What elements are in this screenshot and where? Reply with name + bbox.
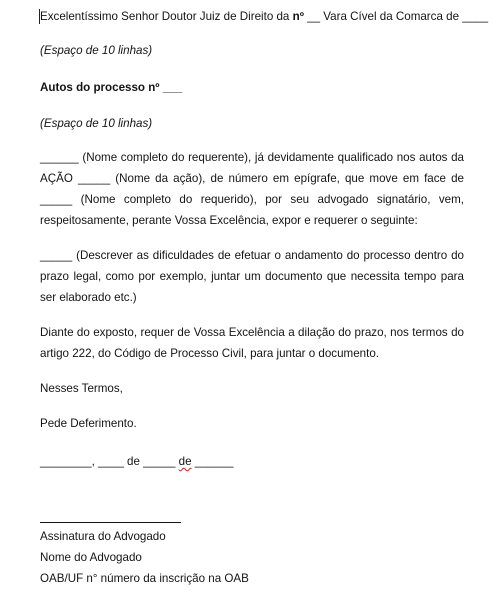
court-address-prefix: Excelentíssimo Senhor Doutor Juiz de Direito da (40, 10, 293, 23)
difficulties-paragraph[interactable]: _____ (Descrever as dificuldades de efetuar o andamento do processo dentro do prazo legal, como por exemplo, juntar um documento que necessita tempo para ser elaborado etc.) (40, 249, 464, 304)
date-line-de-spellcheck: de (178, 455, 192, 468)
spacing-note-first[interactable]: (Espaço de 10 linhas) (40, 44, 153, 57)
signature-label[interactable]: Assinatura do Advogado (40, 530, 166, 543)
court-address-number-sign: nº (292, 10, 304, 23)
signature-rule (40, 522, 181, 523)
lawyer-name[interactable]: Nome do Advogado (40, 551, 142, 564)
closing-terms[interactable]: Nesses Termos, (40, 382, 123, 395)
request-paragraph[interactable]: Diante do exposto, requer de Vossa Excelência a dilação do prazo, nos termos do artigo 222, do Código de Processo Civil, para juntar o documento. (40, 326, 464, 360)
date-line[interactable] (40, 454, 233, 469)
court-address[interactable] (40, 9, 488, 24)
oab-registration[interactable]: OAB/UF n° número da inscrição na OAB (40, 572, 249, 585)
case-number-heading[interactable]: Autos do processo nº ___ (40, 81, 183, 94)
intro-paragraph[interactable]: ______ (Nome completo do requerente), já devidamente qualificado nos autos da AÇÃO _____ (Nome da ação), de número em epígrafe, que move em face de _____ (Nome completo do requerido), por seu advogado signatário, vem, respeitosamente, perante Vossa Excelência, expor e requerer o seguinte: (40, 151, 464, 227)
court-address-suffix: __ Vara Cível da Comarca de ____ (303, 10, 489, 23)
date-line-year: ______ (191, 455, 234, 468)
spacing-note-second[interactable]: (Espaço de 10 linhas) (40, 117, 153, 130)
date-line-place: ________, ____ de _____ (40, 455, 179, 468)
closing-deferment[interactable]: Pede Deferimento. (40, 417, 137, 430)
